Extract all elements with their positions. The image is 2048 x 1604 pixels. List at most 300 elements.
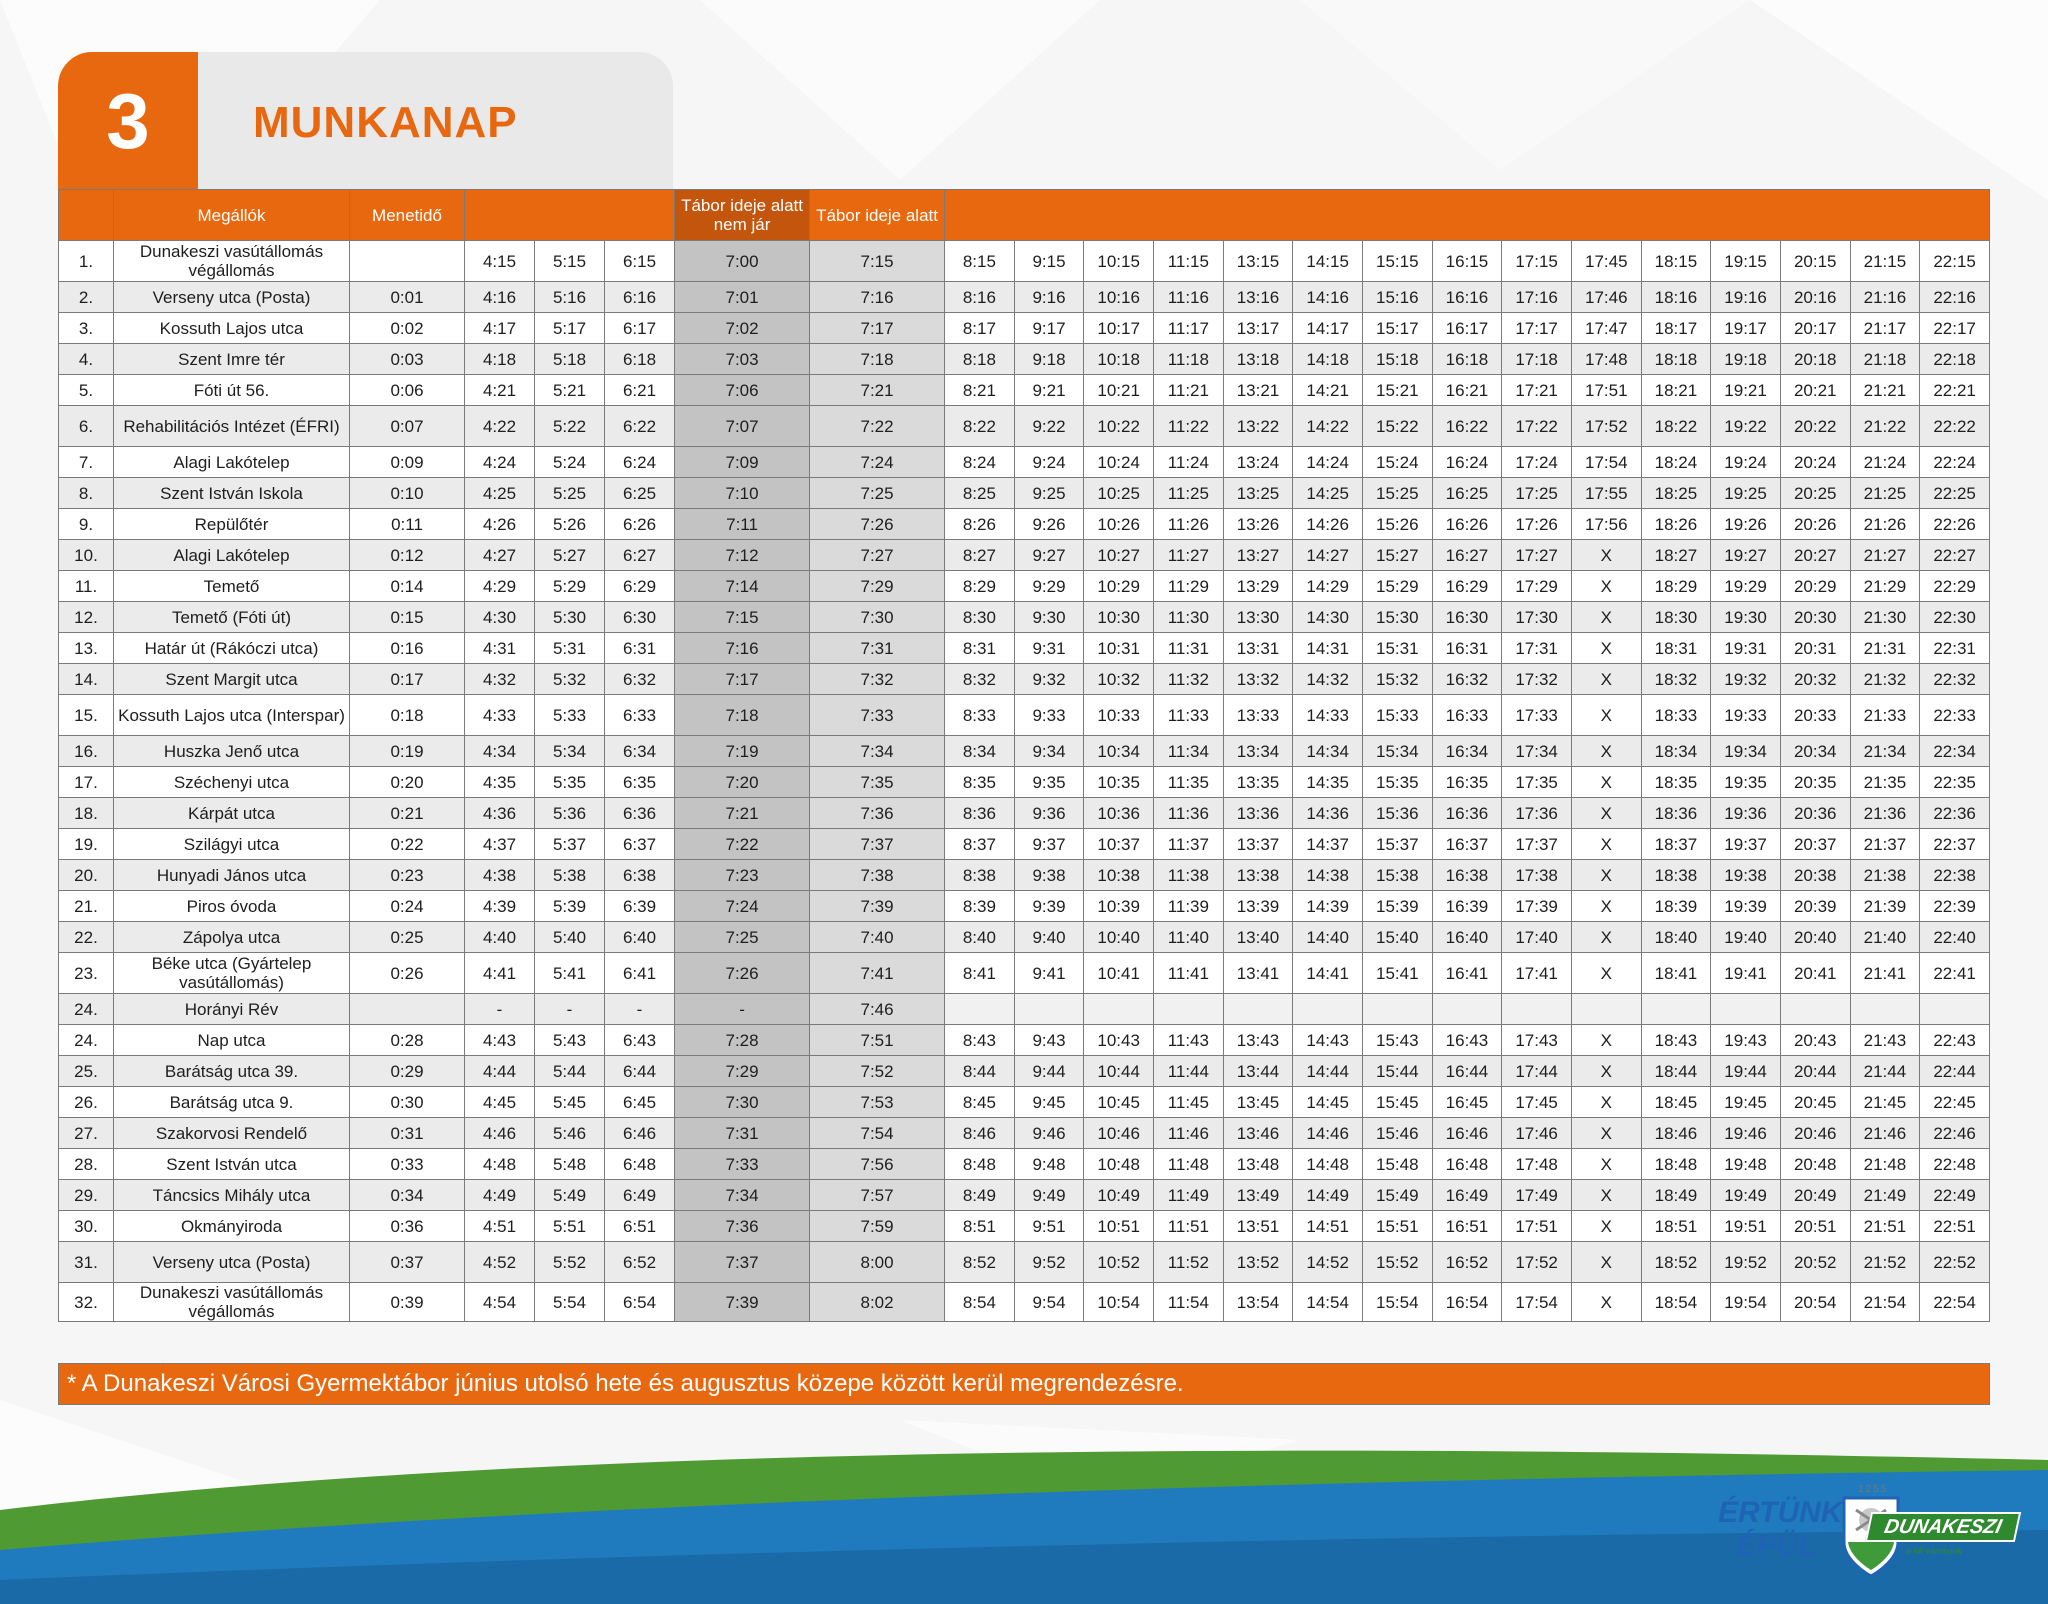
departure-time: 20:51 — [1780, 1211, 1850, 1242]
stop-name: Barátság utca 9. — [114, 1087, 350, 1118]
departure-time: 4:51 — [465, 1211, 535, 1242]
departure-time — [1850, 994, 1920, 1025]
departure-time: X — [1571, 767, 1641, 798]
departure-time: 11:26 — [1154, 509, 1224, 540]
travel-time: 0:33 — [350, 1149, 465, 1180]
table-row — [59, 953, 1990, 994]
departure-time: 8:43 — [945, 1025, 1015, 1056]
departure-time: 9:43 — [1014, 1025, 1084, 1056]
departure-time: 20:32 — [1780, 664, 1850, 695]
stop-index: 6. — [59, 406, 114, 447]
departure-time: 11:17 — [1154, 313, 1224, 344]
departure-time: 11:33 — [1154, 695, 1224, 736]
departure-time: 14:54 — [1293, 1283, 1363, 1322]
departure-time: 7:31 — [675, 1118, 810, 1149]
departure-time: 5:26 — [535, 509, 605, 540]
departure-time: 22:22 — [1920, 406, 1990, 447]
departure-time: 21:25 — [1850, 478, 1920, 509]
header-camp-not-running: Tábor ideje alatt nem jár — [675, 190, 810, 241]
departure-time: 6:24 — [605, 447, 675, 478]
departure-time: 20:34 — [1780, 736, 1850, 767]
departure-time: 19:34 — [1711, 736, 1781, 767]
departure-time: 4:44 — [465, 1056, 535, 1087]
departure-time: 4:54 — [465, 1283, 535, 1322]
departure-time: 17:34 — [1502, 736, 1572, 767]
table-row — [59, 602, 1990, 633]
departure-time: 9:32 — [1014, 664, 1084, 695]
departure-time: 5:36 — [535, 798, 605, 829]
departure-time: - — [675, 994, 810, 1025]
stop-name: Szent Imre tér — [114, 344, 350, 375]
departure-time: 5:51 — [535, 1211, 605, 1242]
departure-time: 7:23 — [675, 860, 810, 891]
departure-time: 4:38 — [465, 860, 535, 891]
departure-time: 17:30 — [1502, 602, 1572, 633]
departure-time: 18:31 — [1641, 633, 1711, 664]
departure-time: 10:34 — [1084, 736, 1154, 767]
departure-time: 21:24 — [1850, 447, 1920, 478]
departure-time: 14:15 — [1293, 241, 1363, 282]
departure-time: 18:15 — [1641, 241, 1711, 282]
departure-time: 7:40 — [810, 922, 945, 953]
travel-time: 0:16 — [350, 633, 465, 664]
departure-time: 8:30 — [945, 602, 1015, 633]
departure-time: 9:33 — [1014, 695, 1084, 736]
departure-time: 14:24 — [1293, 447, 1363, 478]
departure-time: 8:37 — [945, 829, 1015, 860]
departure-time: 8:41 — [945, 953, 1015, 994]
travel-time: 0:10 — [350, 478, 465, 509]
departure-time: 6:51 — [605, 1211, 675, 1242]
departure-time: 20:30 — [1780, 602, 1850, 633]
departure-time: 5:17 — [535, 313, 605, 344]
departure-time: 4:39 — [465, 891, 535, 922]
travel-time: 0:18 — [350, 695, 465, 736]
departure-time: 19:26 — [1711, 509, 1781, 540]
departure-time: 5:37 — [535, 829, 605, 860]
departure-time: 18:27 — [1641, 540, 1711, 571]
departure-time: 15:41 — [1362, 953, 1432, 994]
departure-time: 13:35 — [1223, 767, 1293, 798]
departure-time: 19:51 — [1711, 1211, 1781, 1242]
departure-time: 13:27 — [1223, 540, 1293, 571]
stop-name: Hunyadi János utca — [114, 860, 350, 891]
departure-time: 7:30 — [675, 1087, 810, 1118]
departure-time: 6:22 — [605, 406, 675, 447]
departure-time: 20:40 — [1780, 922, 1850, 953]
departure-time: 16:30 — [1432, 602, 1502, 633]
departure-time: 21:49 — [1850, 1180, 1920, 1211]
departure-time: 18:49 — [1641, 1180, 1711, 1211]
departure-time: 22:40 — [1920, 922, 1990, 953]
travel-time: 0:17 — [350, 664, 465, 695]
departure-time: 5:48 — [535, 1149, 605, 1180]
stop-index: 9. — [59, 509, 114, 540]
departure-time: 9:26 — [1014, 509, 1084, 540]
departure-time: 21:37 — [1850, 829, 1920, 860]
departure-time: 16:15 — [1432, 241, 1502, 282]
departure-time: 7:22 — [675, 829, 810, 860]
departure-time: 4:25 — [465, 478, 535, 509]
stop-index: 25. — [59, 1056, 114, 1087]
departure-time: X — [1571, 1242, 1641, 1283]
stop-name: Alagi Lakótelep — [114, 447, 350, 478]
departure-time: 7:30 — [810, 602, 945, 633]
departure-time: 18:35 — [1641, 767, 1711, 798]
travel-time: 0:26 — [350, 953, 465, 994]
departure-time: 18:21 — [1641, 375, 1711, 406]
departure-time — [1084, 994, 1154, 1025]
departure-time: 22:54 — [1920, 1283, 1990, 1322]
departure-time: 6:32 — [605, 664, 675, 695]
departure-time: 7:02 — [675, 313, 810, 344]
departure-time: 9:22 — [1014, 406, 1084, 447]
departure-time: 19:41 — [1711, 953, 1781, 994]
stop-name: Szent István Iskola — [114, 478, 350, 509]
departure-time: 9:51 — [1014, 1211, 1084, 1242]
departure-time: 13:25 — [1223, 478, 1293, 509]
departure-time: 21:30 — [1850, 602, 1920, 633]
stop-name: Verseny utca (Posta) — [114, 1242, 350, 1283]
departure-time: 17:47 — [1571, 313, 1641, 344]
departure-time: 7:11 — [675, 509, 810, 540]
departure-time: 19:22 — [1711, 406, 1781, 447]
stop-index: 22. — [59, 922, 114, 953]
departure-time: 8:25 — [945, 478, 1015, 509]
departure-time: 13:21 — [1223, 375, 1293, 406]
departure-time: 13:18 — [1223, 344, 1293, 375]
departure-time: 6:48 — [605, 1149, 675, 1180]
departure-time: 19:54 — [1711, 1283, 1781, 1322]
departure-time: 7:00 — [675, 241, 810, 282]
departure-time: 19:48 — [1711, 1149, 1781, 1180]
departure-time: 10:32 — [1084, 664, 1154, 695]
departure-time: - — [535, 994, 605, 1025]
departure-time: 8:49 — [945, 1180, 1015, 1211]
departure-time: 19:17 — [1711, 313, 1781, 344]
departure-time: 21:16 — [1850, 282, 1920, 313]
departure-time: 7:20 — [675, 767, 810, 798]
departure-time: 18:25 — [1641, 478, 1711, 509]
departure-time: 10:48 — [1084, 1149, 1154, 1180]
departure-time: 13:49 — [1223, 1180, 1293, 1211]
departure-time: 7:46 — [810, 994, 945, 1025]
timetable-body — [59, 241, 1990, 1322]
departure-time: 4:29 — [465, 571, 535, 602]
departure-time: 17:44 — [1502, 1056, 1572, 1087]
departure-time: 13:31 — [1223, 633, 1293, 664]
departure-time: 8:38 — [945, 860, 1015, 891]
travel-time: 0:15 — [350, 602, 465, 633]
stop-name: Szent István utca — [114, 1149, 350, 1180]
departure-time: 14:27 — [1293, 540, 1363, 571]
departure-time: 6:46 — [605, 1118, 675, 1149]
departure-time: 21:31 — [1850, 633, 1920, 664]
departure-time: 17:29 — [1502, 571, 1572, 602]
departure-time: 21:48 — [1850, 1149, 1920, 1180]
departure-time: 20:35 — [1780, 767, 1850, 798]
departure-time: 19:44 — [1711, 1056, 1781, 1087]
departure-time: 14:43 — [1293, 1025, 1363, 1056]
departure-time: X — [1571, 860, 1641, 891]
departure-time: 16:36 — [1432, 798, 1502, 829]
footnote: * A Dunakeszi Városi Gyermektábor június utolsó hete és augusztus közepe között kerül megrendezésre. — [58, 1363, 1990, 1405]
departure-time: 21:17 — [1850, 313, 1920, 344]
departure-time: 10:36 — [1084, 798, 1154, 829]
departure-time: 22:16 — [1920, 282, 1990, 313]
departure-time: 8:02 — [810, 1283, 945, 1322]
departure-time: 13:36 — [1223, 798, 1293, 829]
departure-time: 10:31 — [1084, 633, 1154, 664]
departure-time: 20:44 — [1780, 1056, 1850, 1087]
departure-time: 15:32 — [1362, 664, 1432, 695]
stop-index: 17. — [59, 767, 114, 798]
departure-time: 10:22 — [1084, 406, 1154, 447]
departure-time: 19:30 — [1711, 602, 1781, 633]
departure-time: 21:27 — [1850, 540, 1920, 571]
departure-time: X — [1571, 798, 1641, 829]
departure-time: 4:41 — [465, 953, 535, 994]
departure-time: 8:51 — [945, 1211, 1015, 1242]
departure-time: 22:30 — [1920, 602, 1990, 633]
departure-time: 4:52 — [465, 1242, 535, 1283]
departure-time: 9:54 — [1014, 1283, 1084, 1322]
departure-time: 9:21 — [1014, 375, 1084, 406]
travel-time: 0:06 — [350, 375, 465, 406]
departure-time: 7:07 — [675, 406, 810, 447]
departure-time: 13:39 — [1223, 891, 1293, 922]
departure-time: 20:18 — [1780, 344, 1850, 375]
stop-index: 23. — [59, 953, 114, 994]
stop-index: 29. — [59, 1180, 114, 1211]
departure-time: 9:45 — [1014, 1087, 1084, 1118]
stop-name: Széchenyi utca — [114, 767, 350, 798]
departure-time: 21:36 — [1850, 798, 1920, 829]
travel-time: 0:11 — [350, 509, 465, 540]
departure-time: 7:33 — [675, 1149, 810, 1180]
departure-time: 14:41 — [1293, 953, 1363, 994]
departure-time: 7:18 — [675, 695, 810, 736]
departure-time: 15:43 — [1362, 1025, 1432, 1056]
departure-time: 15:48 — [1362, 1149, 1432, 1180]
stop-index: 14. — [59, 664, 114, 695]
departure-time: - — [465, 994, 535, 1025]
departure-time: 7:24 — [810, 447, 945, 478]
departure-time: 7:10 — [675, 478, 810, 509]
departure-time: 22:33 — [1920, 695, 1990, 736]
departure-time: 20:43 — [1780, 1025, 1850, 1056]
stop-index: 26. — [59, 1087, 114, 1118]
departure-time: 16:45 — [1432, 1087, 1502, 1118]
departure-time: 19:45 — [1711, 1087, 1781, 1118]
table-row — [59, 241, 1990, 282]
departure-time: 11:45 — [1154, 1087, 1224, 1118]
departure-time: 4:24 — [465, 447, 535, 478]
departure-time: 6:16 — [605, 282, 675, 313]
departure-time: 18:17 — [1641, 313, 1711, 344]
timetable-header-row — [59, 190, 1990, 241]
departure-time: 21:52 — [1850, 1242, 1920, 1283]
departure-time: 16:54 — [1432, 1283, 1502, 1322]
departure-time: 7:37 — [810, 829, 945, 860]
departure-time: 21:35 — [1850, 767, 1920, 798]
stop-name: Kossuth Lajos utca (Interspar) — [114, 695, 350, 736]
departure-time: 11:16 — [1154, 282, 1224, 313]
departure-time: 6:27 — [605, 540, 675, 571]
departure-time: 17:56 — [1571, 509, 1641, 540]
departure-time: 18:46 — [1641, 1118, 1711, 1149]
table-row — [59, 478, 1990, 509]
departure-time: 11:54 — [1154, 1283, 1224, 1322]
departure-time: 20:17 — [1780, 313, 1850, 344]
departure-time: 14:22 — [1293, 406, 1363, 447]
departure-time: X — [1571, 736, 1641, 767]
departure-time: 16:27 — [1432, 540, 1502, 571]
table-row — [59, 375, 1990, 406]
departure-time: 8:35 — [945, 767, 1015, 798]
departure-time: 13:43 — [1223, 1025, 1293, 1056]
departure-time: 22:17 — [1920, 313, 1990, 344]
departure-time: 22:51 — [1920, 1211, 1990, 1242]
departure-time: 17:54 — [1571, 447, 1641, 478]
table-row — [59, 1087, 1990, 1118]
departure-time: 22:25 — [1920, 478, 1990, 509]
departure-time: 7:21 — [810, 375, 945, 406]
departure-time: 22:26 — [1920, 509, 1990, 540]
stop-index: 18. — [59, 798, 114, 829]
departure-time: 7:17 — [675, 664, 810, 695]
departure-time: 15:51 — [1362, 1211, 1432, 1242]
departure-time: 9:40 — [1014, 922, 1084, 953]
departure-time: 20:22 — [1780, 406, 1850, 447]
departure-time: 9:38 — [1014, 860, 1084, 891]
stop-name: Dunakeszi vasútállomás végállomás — [114, 241, 350, 282]
stop-index: 11. — [59, 571, 114, 602]
travel-time: 0:19 — [350, 736, 465, 767]
departure-time: 4:48 — [465, 1149, 535, 1180]
stop-name: Fóti út 56. — [114, 375, 350, 406]
departure-time: 10:15 — [1084, 241, 1154, 282]
stop-name: Határ út (Rákóczi utca) — [114, 633, 350, 664]
departure-time: 21:26 — [1850, 509, 1920, 540]
departure-time: 22:24 — [1920, 447, 1990, 478]
departure-time: 11:24 — [1154, 447, 1224, 478]
departure-time: 16:48 — [1432, 1149, 1502, 1180]
departure-time: 7:16 — [675, 633, 810, 664]
departure-time: 19:31 — [1711, 633, 1781, 664]
departure-time: 19:49 — [1711, 1180, 1781, 1211]
departure-time: 15:21 — [1362, 375, 1432, 406]
stop-index: 2. — [59, 282, 114, 313]
departure-time: 4:22 — [465, 406, 535, 447]
departure-time: 8:34 — [945, 736, 1015, 767]
departure-time: 7:18 — [810, 344, 945, 375]
departure-time: 13:32 — [1223, 664, 1293, 695]
header-early — [465, 190, 675, 241]
departure-time: 22:45 — [1920, 1087, 1990, 1118]
departure-time: 19:38 — [1711, 860, 1781, 891]
departure-time: 9:25 — [1014, 478, 1084, 509]
departure-time: 18:45 — [1641, 1087, 1711, 1118]
stop-index: 21. — [59, 891, 114, 922]
departure-time: 17:51 — [1502, 1211, 1572, 1242]
departure-time: 11:30 — [1154, 602, 1224, 633]
departure-time: 4:16 — [465, 282, 535, 313]
departure-time: X — [1571, 1087, 1641, 1118]
departure-time: 5:18 — [535, 344, 605, 375]
travel-time: 0:28 — [350, 1025, 465, 1056]
departure-time: 15:46 — [1362, 1118, 1432, 1149]
departure-time: 20:29 — [1780, 571, 1850, 602]
travel-time — [350, 241, 465, 282]
departure-time: 18:48 — [1641, 1149, 1711, 1180]
departure-time: 14:44 — [1293, 1056, 1363, 1087]
departure-time: 18:52 — [1641, 1242, 1711, 1283]
departure-time: 19:46 — [1711, 1118, 1781, 1149]
departure-time: 11:44 — [1154, 1056, 1224, 1087]
departure-time: 7:25 — [675, 922, 810, 953]
departure-time: 5:46 — [535, 1118, 605, 1149]
departure-time: 19:21 — [1711, 375, 1781, 406]
departure-time: 21:29 — [1850, 571, 1920, 602]
departure-time: 11:37 — [1154, 829, 1224, 860]
departure-time — [1571, 994, 1641, 1025]
departure-time: 5:41 — [535, 953, 605, 994]
departure-time: 7:54 — [810, 1118, 945, 1149]
departure-time: 7:29 — [675, 1056, 810, 1087]
departure-time: 20:46 — [1780, 1118, 1850, 1149]
departure-time: 17:45 — [1571, 241, 1641, 282]
table-row — [59, 922, 1990, 953]
departure-time: 20:49 — [1780, 1180, 1850, 1211]
departure-time: 7:15 — [675, 602, 810, 633]
departure-time — [1780, 994, 1850, 1025]
departure-time: 18:51 — [1641, 1211, 1711, 1242]
table-row — [59, 891, 1990, 922]
departure-time: 14:17 — [1293, 313, 1363, 344]
departure-time: 10:29 — [1084, 571, 1154, 602]
departure-time: 19:24 — [1711, 447, 1781, 478]
departure-time: 16:21 — [1432, 375, 1502, 406]
departure-time: 17:49 — [1502, 1180, 1572, 1211]
departure-time: 17:37 — [1502, 829, 1572, 860]
departure-time: 17:55 — [1571, 478, 1641, 509]
stop-index: 12. — [59, 602, 114, 633]
departure-time: 17:43 — [1502, 1025, 1572, 1056]
departure-time: 11:31 — [1154, 633, 1224, 664]
departure-time: 18:43 — [1641, 1025, 1711, 1056]
departure-time: 18:24 — [1641, 447, 1711, 478]
logo-slogan-line1: ÉRTÜNK — [1718, 1496, 1843, 1529]
departure-time: 5:15 — [535, 241, 605, 282]
table-row — [59, 406, 1990, 447]
departure-time: 11:52 — [1154, 1242, 1224, 1283]
table-row — [59, 695, 1990, 736]
departure-time: 17:16 — [1502, 282, 1572, 313]
departure-time: 15:24 — [1362, 447, 1432, 478]
departure-time: 16:40 — [1432, 922, 1502, 953]
departure-time: 5:54 — [535, 1283, 605, 1322]
departure-time: 11:27 — [1154, 540, 1224, 571]
table-row — [59, 664, 1990, 695]
departure-time: 16:29 — [1432, 571, 1502, 602]
departure-time: 21:45 — [1850, 1087, 1920, 1118]
stop-index: 1. — [59, 241, 114, 282]
departure-time: 7:27 — [810, 540, 945, 571]
stop-index: 24. — [59, 1025, 114, 1056]
departure-time: 16:32 — [1432, 664, 1502, 695]
departure-time: 20:39 — [1780, 891, 1850, 922]
